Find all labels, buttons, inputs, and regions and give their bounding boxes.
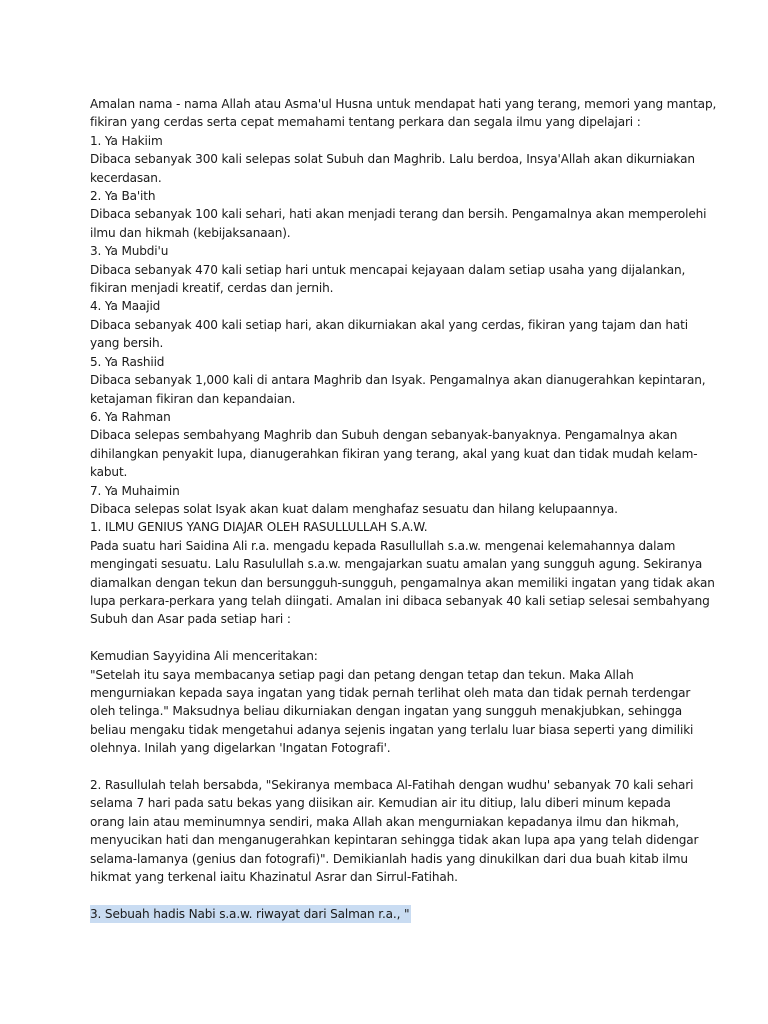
text-line: Dibaca sebanyak 400 kali setiap hari, akan dikurniakan akal yang cerdas, fikiran yang tajam dan hati <box>90 317 688 332</box>
text-line: 1. ILMU GENIUS YANG DIAJAR OLEH RASULLULLAH S.A.W. <box>90 520 428 535</box>
text-line: diamalkan dengan tekun dan bersungguh-sungguh, pengamalnya akan memiliki ingatan yang tidak akan <box>90 575 715 590</box>
text-line: Dibaca selepas solat Isyak akan kuat dalam menghafaz sesuatu dan hilang kelupaannya. <box>90 501 618 516</box>
text-line: menyucikan hati dan menganugerahkan kepintaran sehingga tidak akan lupa apa yang telah didengar <box>90 833 699 848</box>
text-line: ketajaman fikiran dan kepandaian. <box>90 391 296 406</box>
text-line: Dibaca sebanyak 300 kali selepas solat Subuh dan Maghrib. Lalu berdoa, Insya'Allah akan dikurniakan <box>90 152 695 167</box>
document-body <box>90 95 717 905</box>
text-line: orang lain atau meminumnya sendiri, maka Allah akan mengurniakan kepadanya ilmu dan hikmah, <box>90 814 680 829</box>
highlighted-selection[interactable] <box>90 905 698 923</box>
text-line: hikmat yang terkenal iaitu Khazinatul Asrar dan Sirrul-Fatihah. <box>90 870 458 885</box>
text-line: lupa perkara-perkara yang telah diingati. Amalan ini dibaca sebanyak 40 kali setiap selesai sembahyang <box>90 593 710 608</box>
text-line: 7. Ya Muhaimin <box>90 483 180 498</box>
text-line: 6. Ya Rahman <box>90 409 171 424</box>
text-line: ilmu dan hikmah (kebijaksanaan). <box>90 225 291 240</box>
text-line: 2. Rasullulah telah bersabda, "Sekiranya membaca Al-Fatihah dengan wudhu' sebanyak 70 kali sehari <box>90 778 694 792</box>
text-line: 1. Ya Hakiim <box>90 133 163 148</box>
text-line: fikiran yang cerdas serta cepat memahami tentang perkara dan segala ilmu yang dipelajari : <box>90 115 641 130</box>
text-line: 3. Ya Mubdi'u <box>90 244 169 259</box>
text-line: mengingati sesuatu. Lalu Rasulullah s.a.w. mengajarkan suatu amalan yang sungguh agung. Sekiranya <box>90 557 703 572</box>
text-line: fikiran menjadi kreatif, cerdas dan jernih. <box>90 281 334 296</box>
text-line: olehnya. Inilah yang digelarkan 'Ingatan Fotografi'. <box>90 741 391 756</box>
text-line: 5. Ya Rashiid <box>90 354 165 369</box>
text-line: Dibaca selepas sembahyang Maghrib dan Subuh dengan sebanyak-banyaknya. Pengamalnya akan <box>90 428 678 443</box>
blank-line <box>90 758 698 776</box>
selected-text[interactable]: 3. Sebuah hadis Nabi s.a.w. riwayat dari Salman r.a., " <box>90 905 411 923</box>
text-line: kabut. <box>90 465 128 480</box>
blank-line <box>90 886 698 904</box>
text-line: Dibaca sebanyak 1,000 kali di antara Maghrib dan Isyak. Pengamalnya akan dianugerahkan kepintaran, <box>90 373 706 388</box>
text-line: oleh telinga." Maksudnya beliau dikurniakan dengan ingatan yang sungguh menakjubkan, sehingga <box>90 704 683 719</box>
text-line: selama-lamanya (genius dan fotografi)". Demikianlah hadis yang dinukilkan dari dua buah kitab ilmu <box>90 851 688 866</box>
text-line: Pada suatu hari Saidina Ali r.a. mengadu kepada Rasullullah s.a.w. mengenai kelemahannya dalam <box>90 538 676 553</box>
text-line: "Setelah itu saya membacanya setiap pagi dan petang dengan tetap dan tekun. Maka Allah <box>90 667 634 682</box>
text-line: kecerdasan. <box>90 170 162 185</box>
text-line: Subuh dan Asar pada setiap hari : <box>90 612 291 627</box>
blank-line <box>90 629 698 647</box>
text-line: Amalan nama - nama Allah atau Asma'ul Husna untuk mendapat hati yang terang, memori yang mantap, <box>90 97 717 111</box>
text-line: yang bersih. <box>90 336 164 351</box>
text-line: 2. Ya Ba'ith <box>90 189 156 204</box>
text-line: dihilangkan penyakit lupa, dianugerahkan fikiran yang terang, akal yang kuat dan tidak mudah kelam- <box>90 446 698 461</box>
text-line: selama 7 hari pada satu bekas yang diisikan air. Kemudian air itu ditiup, lalu diberi minum kepada <box>90 796 671 811</box>
text-line: 4. Ya Maajid <box>90 299 161 314</box>
text-line: beliau mengaku tidak mengetahui adanya sejenis ingatan yang terlalu luar biasa seperti yang dimiliki <box>90 722 694 737</box>
text-line: Kemudian Sayyidina Ali menceritakan: <box>90 649 318 664</box>
text-line: Dibaca sebanyak 100 kali sehari, hati akan menjadi terang dan bersih. Pengamalnya akan memperolehi <box>90 207 707 222</box>
text-line: mengurniakan kepada saya ingatan yang tidak pernah terlihat oleh mata dan tidak pernah terdengar <box>90 685 691 700</box>
text-line: Dibaca sebanyak 470 kali setiap hari untuk mencapai kejayaan dalam setiap usaha yang dijalankan, <box>90 262 686 277</box>
